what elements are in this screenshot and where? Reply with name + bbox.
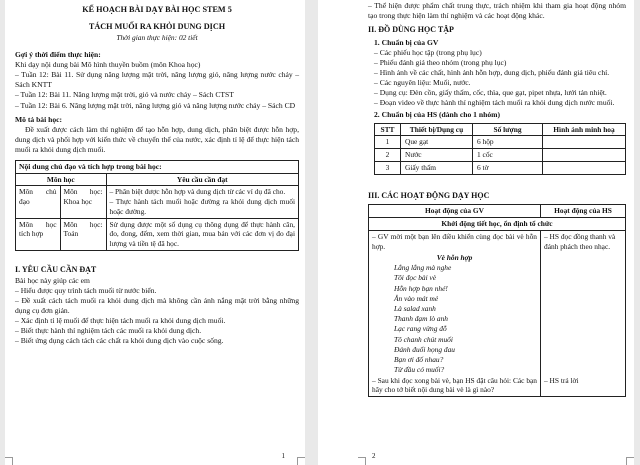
lesson-plan-title: KẾ HOẠCH BÀI DẠY BÀI HỌC STEM 5 — [82, 5, 232, 14]
objective-item: – Xác định tỉ lệ muối để thực hiện tách muối ra khỏi dung dịch muối. — [15, 315, 226, 325]
lesson-title: TÁCH MUỐI RA KHỎI DUNG DỊCH — [88, 21, 226, 31]
poem-line: Tô chanh chút muối — [394, 334, 453, 344]
teacher-question: – Sau khi đọc xong bài vè, bạn HS đặt câu hỏi: Các bạn hãy cho tớ biết nội dung bài vè là gì nào? — [372, 375, 537, 395]
content-table-frame — [15, 160, 299, 251]
poem-line: Hỗn hợp bạn nhé! — [394, 283, 448, 293]
section-2-heading: II. ĐỒ DÙNG HỌC TẬP — [368, 25, 454, 35]
row-requirement: Sử dụng được một số dụng cụ thông dụng để thực hành cân, đo, đong, đếm, xem thời gian, mua bán với các đơn vị đo đại lượng và tiền tệ đã học. — [106, 218, 298, 250]
objective-item: – Đề xuất cách tách muối ra khỏi dung dịch mà không cần ánh nắng mặt trời bằng những dụng cụ đơn giản. — [15, 295, 299, 315]
crop-mark — [626, 457, 634, 465]
cell-equipment: Que gạt — [401, 136, 473, 149]
cell-stt: 1 — [375, 136, 401, 149]
cell-image — [543, 136, 626, 149]
suggest-item: – Tuần 12: Bài 11. Sử dụng năng lượng mặt trời, năng lượng gió, năng lượng nước chảy – Sách KNTT — [15, 70, 299, 90]
crop-mark — [5, 457, 13, 465]
col-header-stt: STT — [375, 123, 401, 136]
row-subject: Môn học: Toán — [60, 218, 106, 250]
student-prep-heading: 2. Chuẩn bị của HS (dành cho 1 nhóm) — [374, 109, 500, 119]
cell-quantity: 6 tờ — [473, 162, 543, 175]
col-header-subject: Môn học — [16, 174, 106, 186]
poem-line: Bạn ơi đố nhau? — [394, 355, 444, 365]
activity-table — [368, 204, 626, 397]
crop-mark — [358, 457, 366, 465]
document-page-1 — [5, 0, 305, 465]
startup-row: Khởi động tiết học, ổn định tổ chức — [369, 218, 626, 231]
content-table-caption: Nội dung chủ đạo và tích hợp trong bài học: — [16, 161, 298, 174]
document-page-2 — [318, 0, 634, 465]
teacher-prep-item: – Hình ảnh về các chất, hình ảnh hỗn hợp, dung dịch, phiếu đánh giá tiêu chí. — [374, 67, 610, 77]
poem-line: Tôi đọc bài vè — [394, 273, 437, 283]
col-header-quantity: Số lượng — [473, 123, 543, 136]
qualities-text: – Thể hiện được phẩm chất trung thực, trách nhiệm khi tham gia hoạt động nhóm tạo trong thực hiện làm thí nghiệm và các hoạt động khác. — [368, 1, 626, 21]
equipment-table — [374, 123, 626, 175]
suggest-intro: Khi dạy nội dung bài Mô hình thuyền buồm (môn Khoa học) — [15, 60, 201, 70]
teacher-prep-item: – Các nguyên liệu: Muối, nước. — [374, 77, 471, 87]
teacher-prep-item: – Các phiếu học tập (trong phụ lục) — [374, 47, 482, 57]
teacher-prep-item: – Đoạn video về thực hành thí nghiệm tách muối ra khỏi dung dịch nước muối. — [374, 97, 615, 107]
table-row — [16, 186, 298, 218]
section-1-intro: Bài học này giúp các em — [15, 275, 90, 285]
cell-quantity: 6 hộp — [473, 136, 543, 149]
objective-item: – Biết ứng dụng cách tách các chất ra khỏi dung dịch vào cuộc sống. — [15, 335, 224, 345]
student-answer: – HS trả lời — [544, 376, 579, 386]
poem-line: Là salad xanh — [394, 304, 436, 314]
section-3-heading: III. CÁC HOẠT ĐỘNG DẠY HỌC — [368, 190, 490, 200]
page-number: 2 — [372, 451, 376, 460]
teacher-activity: – GV mời một bạn lên điều khiển cùng đọc bài vè hỗn hợp. — [372, 231, 537, 251]
poem-title: Vè hỗn hợp — [436, 253, 473, 263]
poem-line: Đánh đuổi họng đau — [394, 344, 455, 354]
cell-equipment: Nước — [401, 149, 473, 162]
row-group: Môn chủ đạo — [16, 186, 60, 218]
table-row — [375, 136, 626, 149]
description-text: Đề xuất được cách làm thí nghiệm để tạo hỗn hợp, dung dịch, phân biệt được hỗn hợp, dung dịch và phối hợp với kiến thức về chuyển thể của nước, xác định tỉ lệ để thực hiện tách muối ra khỏi dung dịch muối. — [15, 124, 299, 154]
cell-image — [543, 162, 626, 175]
col-header-requirement: Yêu cầu cần đạt — [106, 174, 298, 186]
description-heading: Mô tả bài học: — [15, 114, 63, 124]
student-activity: – HS đọc đồng thanh và đánh phách theo nhạc. — [544, 231, 616, 251]
suggest-heading: Gợi ý thời điểm thực hiện: — [15, 50, 101, 60]
content-table — [16, 174, 298, 250]
table-row — [369, 230, 626, 396]
objective-item: – Hiểu được quy trình tách muối từ nước biển. — [15, 285, 157, 295]
teacher-prep-heading: 1. Chuẩn bị của GV — [374, 37, 439, 47]
suggest-item: – Tuần 12: Bài 6. Năng lượng mặt trời, năng lượng gió và năng lượng nước chảy – Sách CD — [15, 100, 296, 110]
crop-mark — [297, 457, 305, 465]
teacher-prep-item: – Phiếu đánh giá theo nhóm (trong phụ lục) — [374, 57, 507, 67]
col-header-teacher: Hoạt động của GV — [369, 205, 541, 218]
col-header-equipment: Thiết bị/Dụng cụ — [401, 123, 473, 136]
suggest-item: – Tuần 12: Bài 11. Năng lượng mặt trời, gió và nước chảy – Sách CTST — [15, 90, 234, 100]
cell-image — [543, 149, 626, 162]
row-requirement: – Phân biệt được hỗn hợp và dung dịch từ các ví dụ đã cho. – Thực hành tách muối hoặc đường ra khỏi dung dịch muối hoặc đường. — [106, 186, 298, 218]
row-group: Môn học tích hợp — [16, 218, 60, 250]
table-row — [375, 162, 626, 175]
poem-line: Thanh đạm lò anh — [394, 314, 448, 324]
row-subject: Môn học: Khoa học — [60, 186, 106, 218]
table-row — [375, 149, 626, 162]
objective-item: – Biết thực hành thí nghiệm tách các muối ra khỏi dung dịch. — [15, 325, 202, 335]
teacher-prep-item: – Dụng cụ: Đèn cồn, giấy thấm, cốc, thìa, que gạt, pipet nhựa, lưới tản nhiệt. — [374, 87, 607, 97]
col-header-student: Hoạt động của HS — [541, 205, 626, 218]
table-row — [16, 218, 298, 250]
col-header-image: Hình ảnh minh hoạ — [543, 123, 626, 136]
section-1-heading: I. YÊU CẦU CẦN ĐẠT — [15, 264, 97, 274]
duration-note: Thời gian thực hiện: 02 tiết — [116, 32, 198, 42]
poem-line: Từ đầu có muối? — [394, 365, 445, 375]
cell-stt: 3 — [375, 162, 401, 175]
poem-line: Lắng lắng mà nghe — [394, 263, 452, 273]
cell-quantity: 1 cốc — [473, 149, 543, 162]
page-number: 1 — [281, 451, 285, 460]
poem-line: Ăn vào mát mẻ — [394, 293, 439, 303]
cell-equipment: Giấy thấm — [401, 162, 473, 175]
poem — [372, 263, 537, 375]
cell-stt: 2 — [375, 149, 401, 162]
poem-line: Lạc rang vừng đỗ — [394, 324, 447, 334]
